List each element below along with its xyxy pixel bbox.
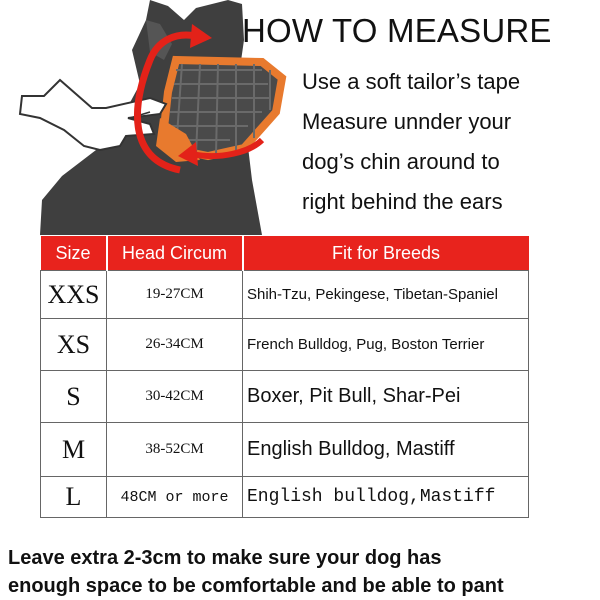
breeds-cell: Shih-Tzu, Pekingese, Tibetan-Spaniel xyxy=(243,271,529,319)
header-head-circum: Head Circum xyxy=(107,236,243,271)
size-cell: M xyxy=(41,423,107,477)
instructions xyxy=(302,62,592,222)
table-header-row xyxy=(41,236,529,271)
table-row xyxy=(41,423,529,477)
breeds-cell: Boxer, Pit Bull, Shar-Pei xyxy=(243,371,529,423)
size-cell: L xyxy=(41,477,107,518)
muzzle-illustration xyxy=(156,60,282,162)
header-size: Size xyxy=(41,236,107,271)
circum-cell: 26-34CM xyxy=(107,319,243,371)
sizing-note xyxy=(8,544,598,600)
instruction-line: right behind the ears xyxy=(302,189,503,214)
breeds-cell: English bulldog,Mastiff xyxy=(243,477,529,518)
size-cell: S xyxy=(41,371,107,423)
circum-cell: 48CM or more xyxy=(107,477,243,518)
circum-cell: 38-52CM xyxy=(107,423,243,477)
note-line: Leave extra 2-3cm to make sure your dog has xyxy=(8,547,442,569)
instruction-line: dog’s chin around to xyxy=(302,149,500,174)
header-fit-for-breeds: Fit for Breeds xyxy=(243,236,529,271)
breeds-cell: French Bulldog, Pug, Boston Terrier xyxy=(243,319,529,371)
instruction-line: Use a soft tailor’s tape xyxy=(302,69,521,94)
circum-cell: 19-27CM xyxy=(107,271,243,319)
instruction-line: Measure unnder your xyxy=(302,109,512,134)
circum-cell: 30-42CM xyxy=(107,371,243,423)
table-row xyxy=(41,271,529,319)
size-cell: XS xyxy=(41,319,107,371)
size-cell: XXS xyxy=(41,271,107,319)
note-line: enough space to be comfortable and be able to pant xyxy=(8,575,504,597)
page-title: HOW TO MEASURE xyxy=(242,12,552,49)
breeds-cell: English Bulldog, Mastiff xyxy=(243,423,529,477)
size-chart-table xyxy=(40,236,529,518)
table-row xyxy=(41,319,529,371)
table-row xyxy=(41,371,529,423)
table-row xyxy=(41,477,529,518)
